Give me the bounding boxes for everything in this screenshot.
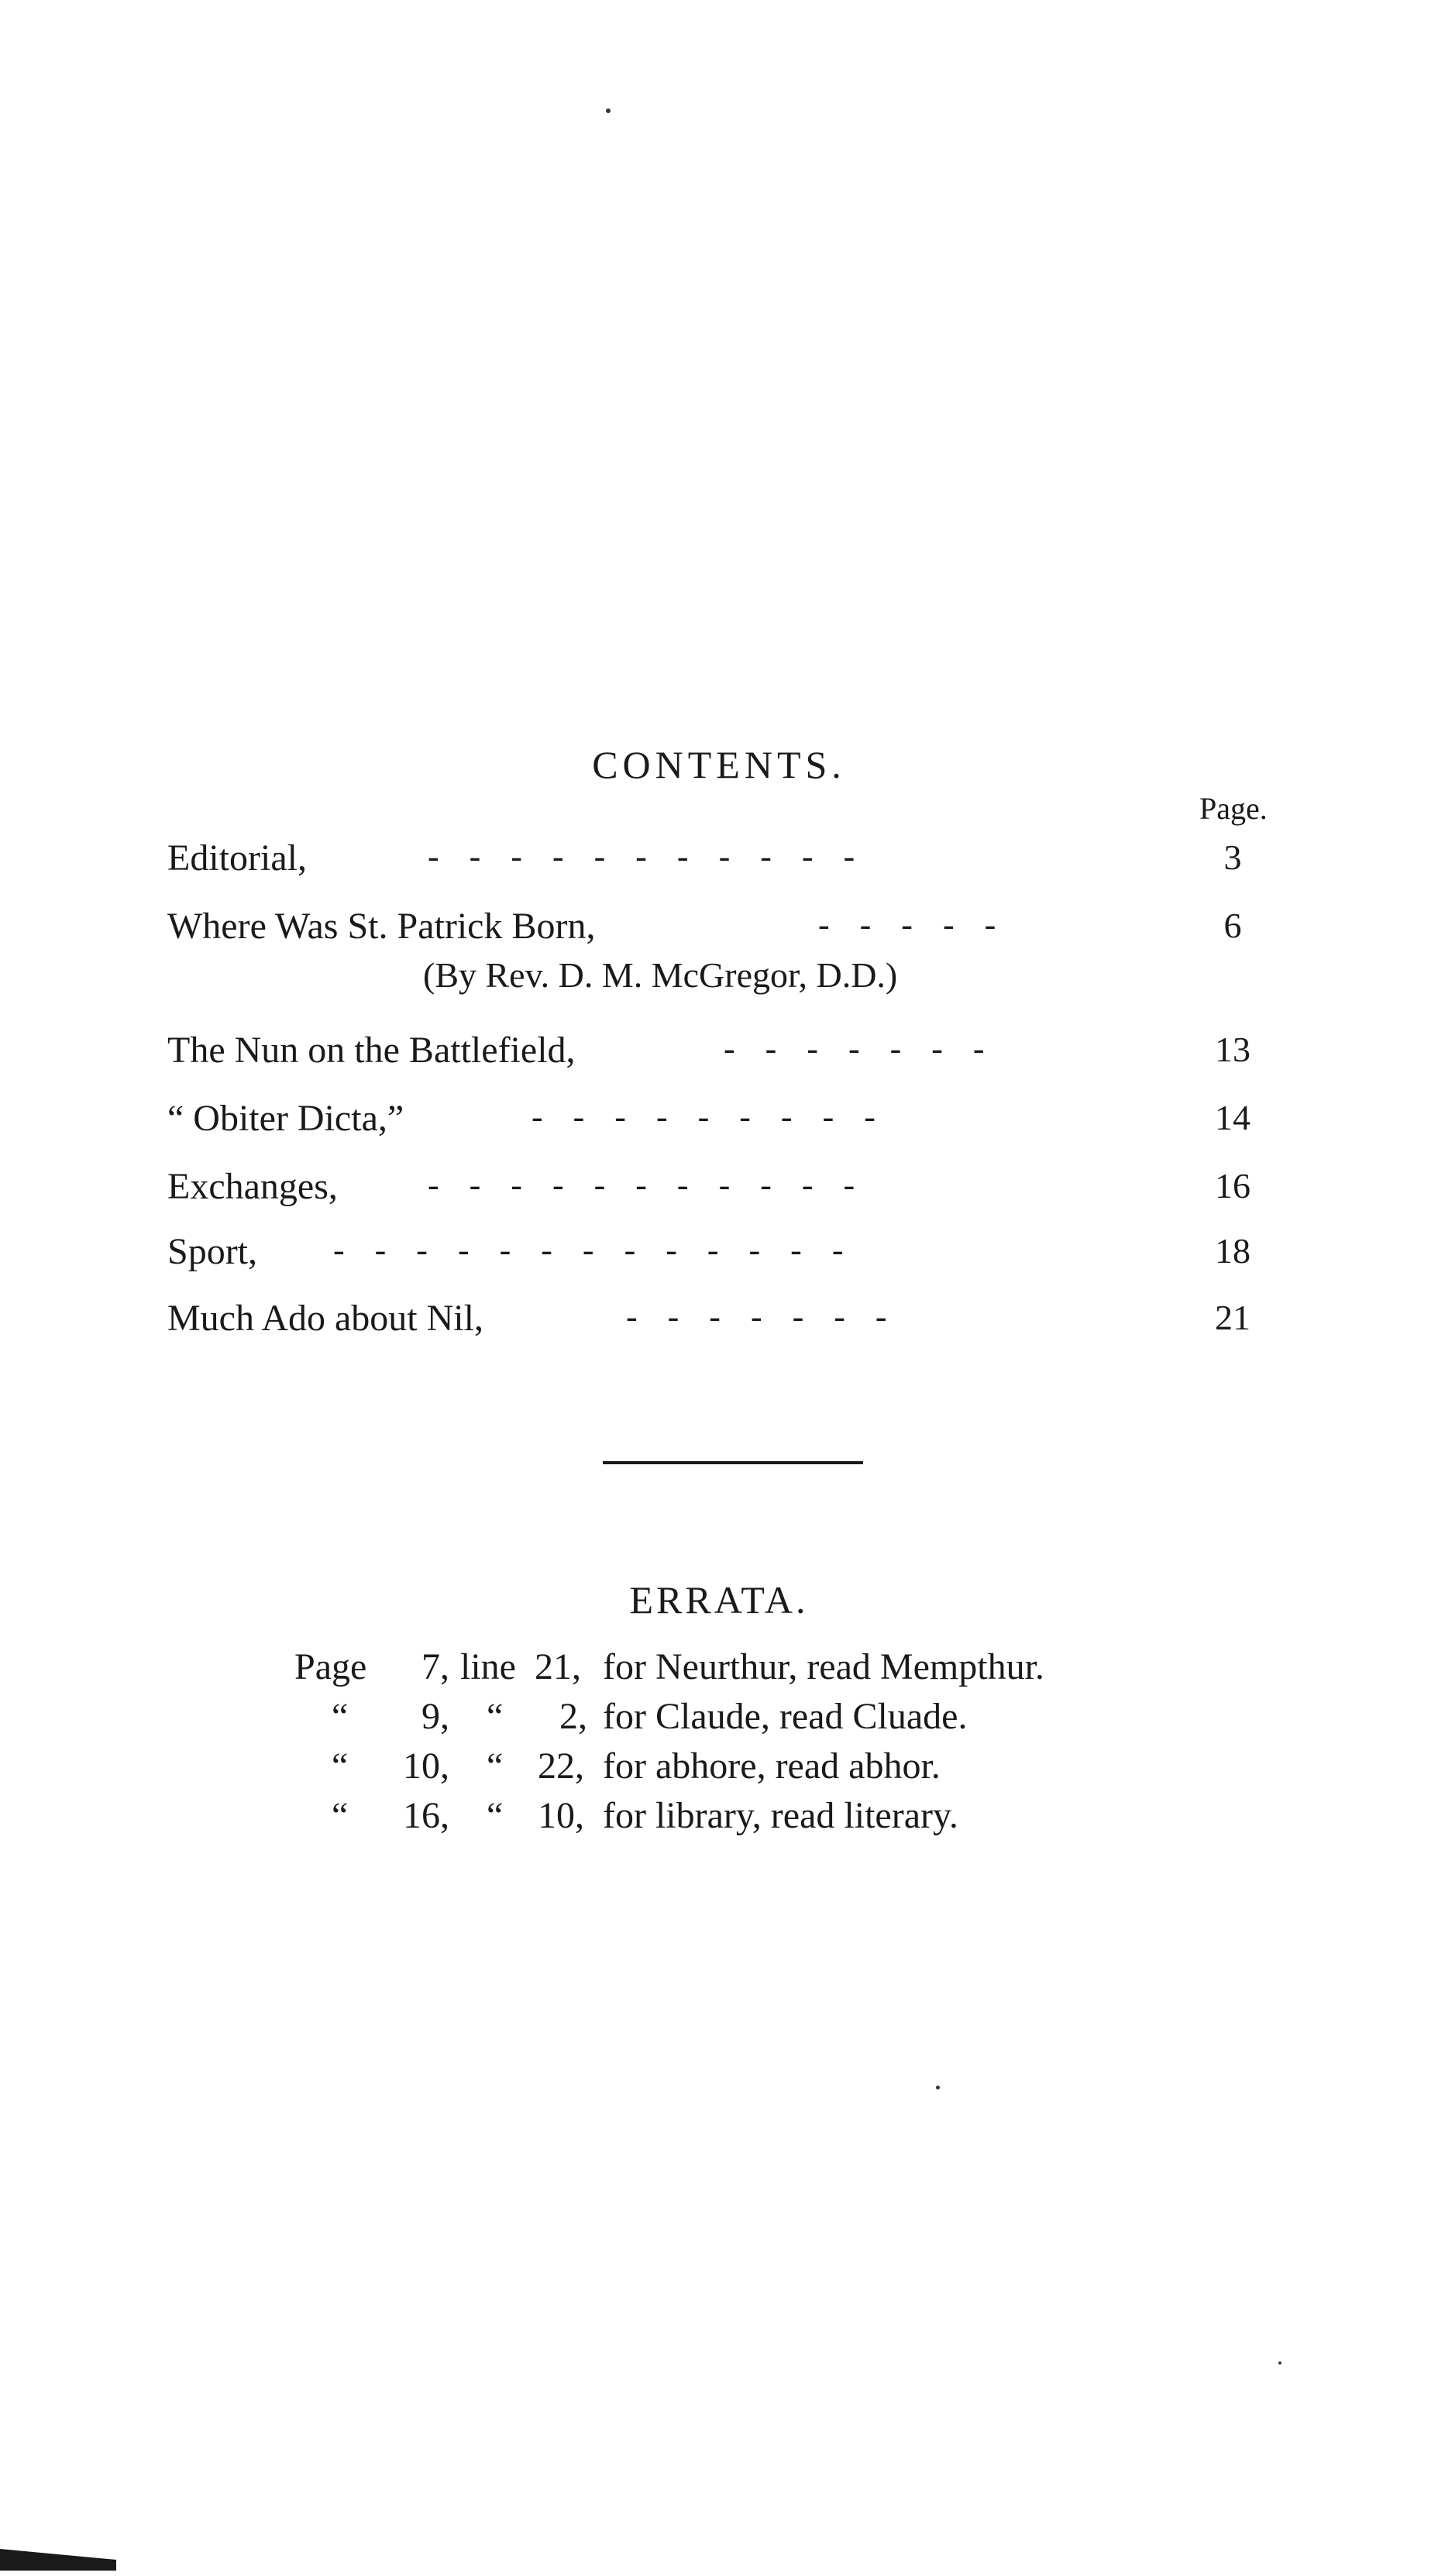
toc-entry-page: 3 (1223, 837, 1242, 877)
toc-byline: (By Rev. D. M. McGregor, D.D.) (423, 955, 898, 995)
toc-entry-title: Where Was St. Patrick Born, (167, 906, 596, 947)
ink-speck (606, 108, 611, 113)
toc-entry-title: Exchanges, (167, 1166, 338, 1207)
dot-leader: ----------- (428, 1166, 886, 1204)
toc-entry-exchanges (167, 1165, 1283, 1227)
toc-entry-title: Much Ado about Nil, (167, 1298, 483, 1339)
errata-ref: Page (294, 1646, 367, 1687)
errata-line-number: 10, (538, 1795, 584, 1836)
errata-correction: for abhore, read abhor. (603, 1745, 941, 1787)
toc-entry-sport (167, 1230, 1283, 1292)
errata-line-ref: “ (487, 1696, 504, 1737)
errata-correction: for Neurthur, read Mempthur. (603, 1646, 1044, 1687)
section-divider (603, 1461, 863, 1464)
errata-heading: ERRATA. (629, 1578, 809, 1622)
errata-line-number: 22, (538, 1745, 584, 1787)
toc-entry-title: “ Obiter Dicta,” (167, 1098, 404, 1139)
errata-ref: “ (332, 1745, 349, 1787)
errata-page: 9, (421, 1696, 449, 1737)
dot-leader: ----- (818, 906, 1027, 944)
toc-entry-much-ado (167, 1297, 1283, 1359)
contents-heading: CONTENTS. (592, 743, 846, 786)
ink-speck (936, 2086, 940, 2089)
toc-entry-page: 18 (1215, 1231, 1251, 1271)
errata-page: 10, (403, 1745, 449, 1787)
toc-entry-nun-battlefield (167, 1029, 1283, 1091)
errata-line-number: 2, (559, 1696, 587, 1737)
errata-page: 16, (403, 1795, 449, 1836)
toc-entry-editorial (167, 837, 1283, 899)
errata-line-number: 21, (535, 1646, 581, 1687)
toc-entry-page: 13 (1215, 1030, 1251, 1069)
ink-speck (1278, 2361, 1281, 2364)
errata-line-ref: “ (487, 1745, 504, 1787)
errata-line-ref: “ (487, 1795, 504, 1836)
scan-edge-mark (0, 2549, 116, 2571)
dot-leader: ------------- (333, 1231, 874, 1269)
dot-leader: --------- (532, 1098, 906, 1136)
errata-correction: for library, read literary. (603, 1795, 958, 1836)
dot-leader: ----------- (428, 837, 886, 875)
errata-ref: “ (332, 1795, 349, 1836)
toc-entry-title: Sport, (167, 1231, 258, 1272)
toc-entry-title: Editorial, (167, 837, 307, 879)
toc-entry-page: 16 (1215, 1166, 1251, 1205)
toc-entry-page: 21 (1215, 1298, 1251, 1337)
page-column-label: Page. (1199, 791, 1268, 826)
toc-entry-title: The Nun on the Battlefield, (167, 1030, 576, 1071)
toc-entry-page: 14 (1215, 1098, 1251, 1137)
errata-page: 7, (421, 1646, 449, 1687)
errata-ref: “ (332, 1696, 349, 1737)
toc-entry-page: 6 (1223, 906, 1242, 945)
dot-leader: ------- (626, 1298, 917, 1336)
errata-line-ref: line (460, 1646, 516, 1687)
errata-correction: for Claude, read Cluade. (603, 1696, 968, 1737)
dot-leader: ------- (724, 1030, 1015, 1068)
toc-entry-obiter-dicta (167, 1097, 1283, 1159)
